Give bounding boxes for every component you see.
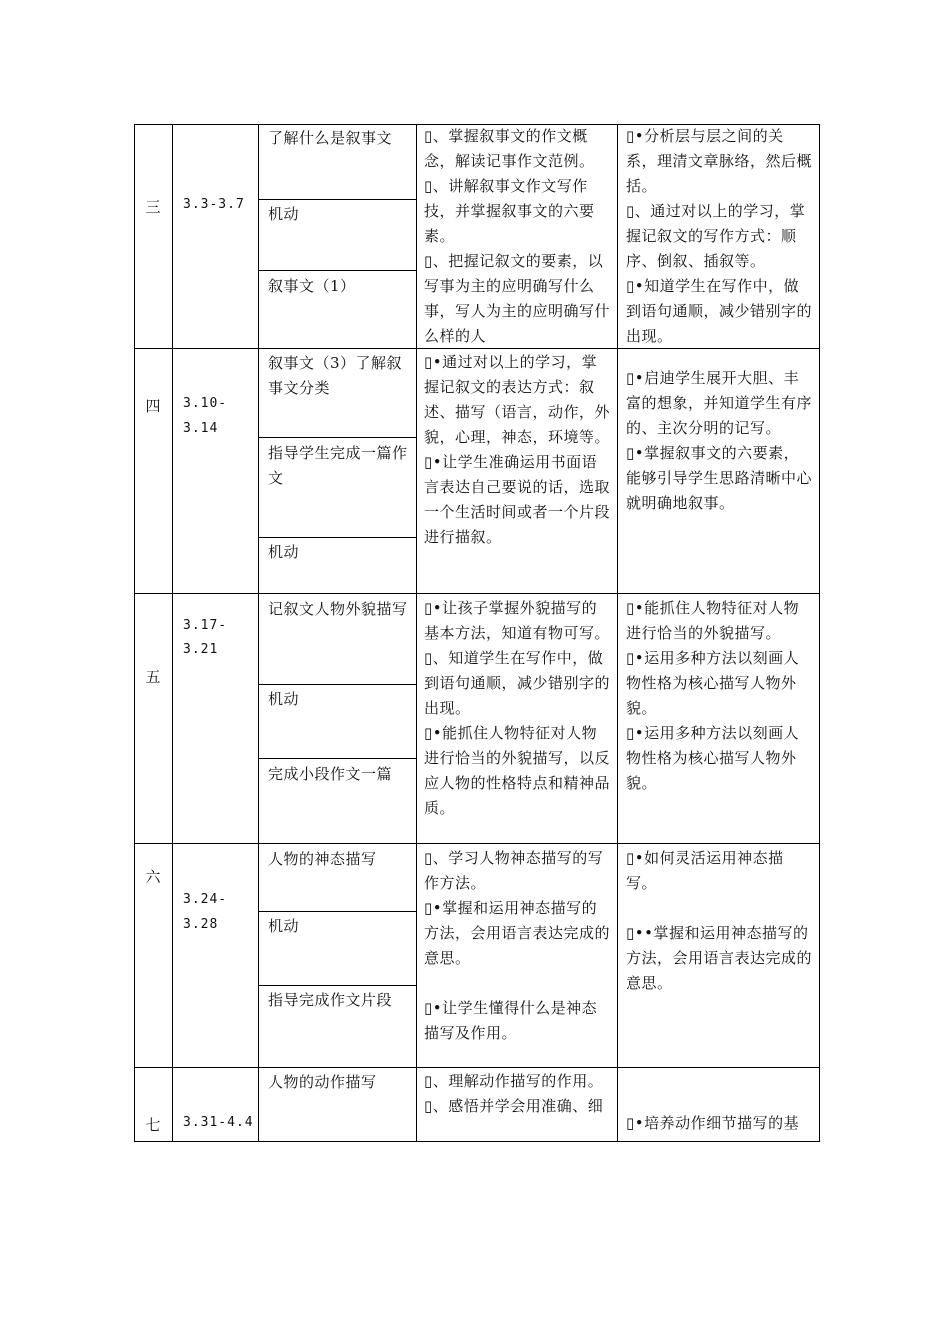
topic-divider	[258, 537, 416, 538]
bullet-icon: ▯•	[626, 369, 645, 387]
bullet-icon: ▯•	[424, 599, 443, 617]
bullet-icon: ▯•	[424, 899, 443, 917]
point-text: 分析层与层之间的关系，理清文章脉络，然后概括。	[626, 127, 813, 195]
topic-cell: 机动	[268, 543, 300, 561]
bullet-icon: ▯•	[626, 1114, 645, 1132]
bullet-icon: ▯•	[424, 724, 443, 742]
bullet-icon: ▯	[424, 177, 433, 195]
topic-divider	[258, 684, 416, 685]
point-cell	[626, 366, 814, 516]
date-range: 3.28	[183, 917, 219, 932]
goal-text: 让孩子掌握外貌描写的基本方法，知道有物可写。	[424, 599, 611, 642]
point-text: 知道学生在写作中，做到语句通顺，减少错别字的出现。	[626, 277, 813, 345]
topic-divider	[258, 199, 416, 200]
bullet-icon: ▯•	[626, 127, 645, 145]
topic-cell: 叙事文（1）	[268, 277, 356, 295]
topic-cell: 叙事文（3）了解叙事文分类	[268, 354, 403, 397]
point-text: 掌握叙事文的六要素，能够引导学生思路清晰中心就明确地叙事。	[626, 444, 813, 512]
topic-divider	[258, 437, 416, 438]
bullet-icon: ▯•	[626, 444, 645, 462]
goal-text: 、学习人物神态描写的写作方法。	[424, 849, 604, 892]
topic-cell: 记叙文人物外貌描写	[268, 600, 408, 618]
point-cell	[626, 596, 814, 796]
date-range: 3.17-	[183, 618, 228, 633]
point-text: 、通过对以上的学习，掌握记叙文的写作方式：顺序、倒叙、插叙等。	[626, 202, 806, 270]
goal-text: 通过对以上的学习，掌握记叙文的表达方式：叙述、描写（语言，动作，外貌，心理，神态，环境等。	[424, 353, 611, 446]
point-text: 启迪学生展开大胆、丰富的想象，并知道学生有序的、主次分明的记写。	[626, 369, 813, 437]
point-cell	[626, 846, 814, 996]
bullet-icon: ▯•	[626, 849, 645, 867]
point-cell	[626, 124, 814, 349]
bullet-icon: ▯•	[626, 724, 645, 742]
topic-cell: 指导完成作文片段	[268, 991, 393, 1009]
topic-divider	[258, 758, 416, 759]
point-text: 运用多种方法以刻画人物性格为核心描写人物外貌。	[626, 649, 800, 717]
column-divider	[617, 124, 618, 1142]
goal-cell	[424, 350, 612, 550]
goal-text: 、掌握叙事文的作文概念，解读记事作文范例。	[424, 127, 595, 170]
bullet-icon: ▯	[424, 127, 433, 145]
bullet-icon: ▯	[424, 649, 433, 667]
topic-cell: 机动	[268, 205, 300, 223]
row-divider	[134, 1067, 820, 1068]
topic-cell: 完成小段作文一篇	[268, 765, 393, 783]
topic-cell: 人物的神态描写	[268, 850, 377, 868]
date-range: 3.10-	[183, 396, 228, 411]
goal-text: 、感悟并学会用准确、细	[432, 1097, 604, 1115]
bullet-icon: ▯•	[424, 353, 443, 371]
topic-divider	[258, 270, 416, 271]
goal-text: 、把握记叙文的要素，以写事为主的应明确写什么事，写人为主的应明确写什么样的人	[424, 252, 611, 345]
bullet-icon: ▯	[424, 1097, 433, 1115]
bullet-icon: ▯•	[626, 277, 645, 295]
goal-text: 、知道学生在写作中，做到语句通顺，减少错别字的出现。	[424, 649, 611, 717]
week-label: 六	[145, 868, 161, 886]
bullet-icon: ▯•	[626, 649, 645, 667]
goal-text: 让学生准确运用书面语言表达自己要说的话，选取一个生活时间或者一个片段进行描叙。	[424, 453, 611, 546]
goal-cell	[424, 1069, 612, 1119]
goal-cell	[424, 846, 612, 1046]
goal-text: 让学生懂得什么是神态描写及作用。	[424, 999, 598, 1042]
topic-divider	[258, 911, 416, 912]
bullet-icon: ▯	[424, 849, 433, 867]
column-divider	[172, 124, 173, 1142]
bullet-icon: ▯•	[424, 453, 443, 471]
bullet-icon: ▯••	[626, 924, 654, 942]
date-range: 3.24-	[183, 892, 228, 907]
point-text: 培养动作细节描写的基	[644, 1114, 800, 1132]
column-divider	[416, 124, 417, 1142]
bullet-icon: ▯•	[424, 999, 443, 1017]
date-range: 3.14	[183, 421, 219, 436]
week-label: 三	[145, 198, 161, 216]
goal-text: 能抓住人物特征对人物进行恰当的外貌描写，以反应人物的性格特点和精神品质。	[424, 724, 611, 817]
goal-text: 、讲解叙事文作文写作技，并掌握叙事文的六要素。	[424, 177, 595, 245]
point-text: 如何灵活运用神态描写。	[626, 849, 784, 892]
date-range: 3.3-3.7	[183, 197, 245, 212]
point-text: 掌握和运用神态描写的方法，会用语言表达完成的意思。	[626, 924, 813, 992]
goal-text: 、理解动作描写的作用。	[432, 1072, 604, 1090]
topic-divider	[258, 985, 416, 986]
topic-cell: 了解什么是叙事文	[268, 129, 393, 147]
date-range: 3.21	[183, 642, 219, 657]
bullet-icon: ▯	[424, 252, 433, 270]
topic-cell: 指导学生完成一篇作文	[268, 444, 408, 487]
row-divider	[134, 843, 820, 844]
goal-cell	[424, 124, 612, 349]
topic-cell: 机动	[268, 917, 300, 935]
point-cell	[626, 1111, 814, 1136]
column-divider	[258, 124, 259, 1142]
point-text: 能抓住人物特征对人物进行恰当的外貌描写。	[626, 599, 800, 642]
row-divider	[134, 593, 820, 594]
week-label: 四	[145, 397, 161, 415]
goal-text: 掌握和运用神态描写的方法，会用语言表达完成的意思。	[424, 899, 611, 967]
bullet-icon: ▯•	[626, 599, 645, 617]
goal-cell	[424, 596, 612, 821]
week-label: 五	[145, 668, 161, 686]
topic-cell: 机动	[268, 690, 300, 708]
bullet-icon: ▯	[626, 202, 635, 220]
topic-cell: 人物的动作描写	[268, 1073, 377, 1091]
week-label: 七	[145, 1116, 161, 1134]
point-text: 运用多种方法以刻画人物性格为核心描写人物外貌。	[626, 724, 800, 792]
date-range: 3.31-4.4	[183, 1115, 254, 1130]
bullet-icon: ▯	[424, 1072, 433, 1090]
